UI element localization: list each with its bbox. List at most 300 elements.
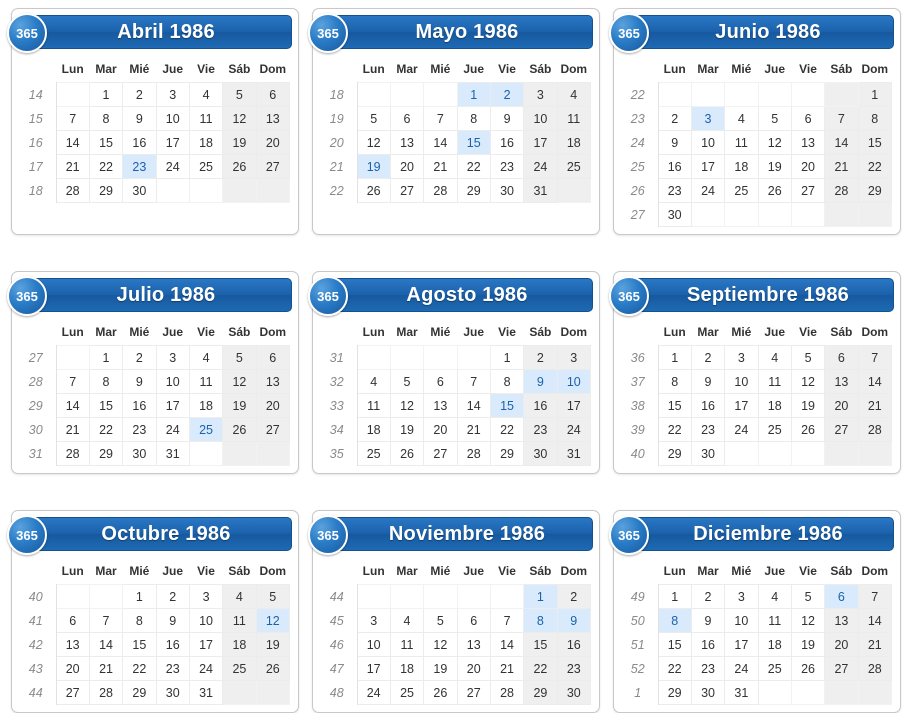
day-cell[interactable]: 25	[758, 657, 791, 681]
day-cell[interactable]: 31	[156, 442, 189, 466]
day-cell[interactable]: 22	[858, 155, 891, 179]
day-cell[interactable]: 27	[390, 179, 423, 203]
day-cell[interactable]: 4	[758, 346, 791, 370]
week-row	[16, 657, 290, 681]
day-cell[interactable]: 1	[858, 83, 891, 107]
day-cell[interactable]: 7	[825, 107, 858, 131]
day-cell[interactable]: 21	[56, 155, 89, 179]
day-cell[interactable]: 4	[390, 609, 423, 633]
day-cell[interactable]: 1	[658, 346, 691, 370]
day-cell[interactable]: 5	[791, 585, 824, 609]
day-cell[interactable]: 9	[658, 131, 691, 155]
day-cell[interactable]: 29	[524, 681, 557, 705]
day-cell[interactable]: 2	[524, 346, 557, 370]
day-cell[interactable]: 24	[557, 418, 590, 442]
day-cell[interactable]: 3	[725, 346, 758, 370]
day-cell[interactable]: 28	[56, 442, 89, 466]
day-cell[interactable]: 21	[490, 657, 523, 681]
day-cell[interactable]: 8	[658, 370, 691, 394]
day-cell[interactable]: 17	[524, 131, 557, 155]
day-cell[interactable]: 3	[189, 585, 222, 609]
day-cell[interactable]: 28	[858, 657, 891, 681]
day-cell[interactable]: 26	[223, 155, 256, 179]
day-cell[interactable]: 26	[791, 418, 824, 442]
day-cell[interactable]: 4	[357, 370, 390, 394]
day-cell[interactable]: 17	[725, 394, 758, 418]
day-cell[interactable]: 10	[189, 609, 222, 633]
day-cell[interactable]: 16	[557, 633, 590, 657]
day-cell[interactable]: 10	[725, 370, 758, 394]
day-cell[interactable]: 1	[490, 346, 523, 370]
day-cell[interactable]: 24	[156, 418, 189, 442]
week-row	[618, 179, 892, 203]
day-cell[interactable]: 27	[825, 418, 858, 442]
day-cell[interactable]: 8	[490, 370, 523, 394]
day-cell[interactable]: 28	[56, 179, 89, 203]
day-cell[interactable]: 6	[390, 107, 423, 131]
day-cell[interactable]: 29	[858, 179, 891, 203]
day-cell[interactable]: 17	[156, 394, 189, 418]
day-cell[interactable]: 21	[89, 657, 122, 681]
day-cell[interactable]: 21	[424, 155, 457, 179]
day-cell[interactable]: 19	[256, 633, 289, 657]
day-cell[interactable]: 13	[825, 370, 858, 394]
day-cell[interactable]: 23	[123, 418, 156, 442]
day-cell[interactable]: 29	[89, 179, 122, 203]
day-cell[interactable]: 31	[189, 681, 222, 705]
day-cell[interactable]: 20	[256, 131, 289, 155]
day-cell[interactable]: 5	[390, 370, 423, 394]
day-cell[interactable]: 11	[758, 609, 791, 633]
day-cell[interactable]: 1	[658, 585, 691, 609]
day-cell[interactable]: 4	[557, 83, 590, 107]
day-cell[interactable]: 30	[524, 442, 557, 466]
day-cell[interactable]: 26	[390, 442, 423, 466]
day-cell[interactable]: 3	[156, 83, 189, 107]
day-cell[interactable]: 11	[557, 107, 590, 131]
day-cell[interactable]: 8	[89, 370, 122, 394]
day-cell[interactable]: 19	[390, 418, 423, 442]
day-cell[interactable]: 13	[256, 370, 289, 394]
week-number: 22	[317, 179, 357, 203]
day-cell[interactable]: 19	[758, 155, 791, 179]
day-cell[interactable]: 18	[557, 131, 590, 155]
day-cell[interactable]: 17	[691, 155, 724, 179]
day-cell[interactable]: 16	[691, 394, 724, 418]
day-cell[interactable]: 25	[557, 155, 590, 179]
day-cell[interactable]: 9	[691, 609, 724, 633]
day-cell[interactable]: 5	[223, 83, 256, 107]
day-cell[interactable]: 18	[189, 131, 222, 155]
day-cell[interactable]: 18	[758, 633, 791, 657]
day-cell[interactable]: 31	[557, 442, 590, 466]
day-cell[interactable]: 19	[791, 633, 824, 657]
day-cell[interactable]: 24	[691, 179, 724, 203]
day-cell[interactable]: 9	[123, 370, 156, 394]
day-cell[interactable]: 24	[357, 681, 390, 705]
day-cell[interactable]: 7	[56, 370, 89, 394]
day-cell[interactable]: 2	[557, 585, 590, 609]
day-cell[interactable]: 7	[89, 609, 122, 633]
day-cell[interactable]: 8	[89, 107, 122, 131]
day-cell[interactable]: 5	[256, 585, 289, 609]
week-row	[16, 155, 290, 179]
day-cell[interactable]: 7	[457, 370, 490, 394]
day-cell[interactable]: 23	[524, 418, 557, 442]
day-cell[interactable]: 16	[156, 633, 189, 657]
day-cell[interactable]: 13	[457, 633, 490, 657]
day-cell[interactable]: 1	[89, 83, 122, 107]
day-cell[interactable]: 17	[156, 131, 189, 155]
day-cell[interactable]: 11	[223, 609, 256, 633]
day-cell[interactable]: 22	[658, 418, 691, 442]
day-cell[interactable]: 9	[490, 107, 523, 131]
day-cell[interactable]: 15	[524, 633, 557, 657]
month-table	[618, 57, 892, 227]
day-cell[interactable]: 20	[825, 633, 858, 657]
day-cell[interactable]: 28	[490, 681, 523, 705]
day-cell-empty	[725, 203, 758, 227]
day-cell[interactable]: 18	[189, 394, 222, 418]
day-cell[interactable]: 9	[156, 609, 189, 633]
day-cell[interactable]: 25	[758, 418, 791, 442]
day-cell[interactable]: 14	[56, 394, 89, 418]
day-cell[interactable]: 24	[725, 418, 758, 442]
day-cell[interactable]: 27	[457, 681, 490, 705]
week-row	[16, 418, 290, 442]
day-cell[interactable]: 23	[691, 657, 724, 681]
day-cell[interactable]: 15	[457, 131, 490, 155]
day-cell[interactable]: 5	[223, 346, 256, 370]
day-cell[interactable]: 15	[89, 131, 122, 155]
day-cell[interactable]: 27	[256, 155, 289, 179]
day-cell-empty	[457, 346, 490, 370]
day-cell[interactable]: 10	[691, 131, 724, 155]
day-cell[interactable]: 8	[524, 609, 557, 633]
day-cell[interactable]: 8	[658, 609, 691, 633]
day-cell[interactable]: 15	[89, 394, 122, 418]
day-cell[interactable]: 27	[256, 418, 289, 442]
day-cell[interactable]: 7	[858, 346, 891, 370]
day-cell[interactable]: 30	[490, 179, 523, 203]
day-cell[interactable]: 22	[123, 657, 156, 681]
day-cell[interactable]: 15	[658, 633, 691, 657]
day-cell[interactable]: 16	[691, 633, 724, 657]
day-cell[interactable]: 24	[725, 657, 758, 681]
day-cell[interactable]: 13	[390, 131, 423, 155]
day-cell[interactable]: 3	[557, 346, 590, 370]
day-cell[interactable]: 6	[56, 609, 89, 633]
day-cell[interactable]: 30	[691, 442, 724, 466]
day-cell[interactable]: 25	[390, 681, 423, 705]
day-cell[interactable]: 16	[490, 131, 523, 155]
day-cell[interactable]: 3	[691, 107, 724, 131]
day-cell[interactable]: 29	[490, 442, 523, 466]
day-cell[interactable]: 11	[357, 394, 390, 418]
day-cell[interactable]: 31	[524, 179, 557, 203]
day-cell[interactable]: 13	[256, 107, 289, 131]
day-cell[interactable]: 22	[490, 418, 523, 442]
day-cell[interactable]: 1	[89, 346, 122, 370]
day-cell[interactable]: 26	[223, 418, 256, 442]
day-cell[interactable]: 19	[791, 394, 824, 418]
day-cell[interactable]: 15	[658, 394, 691, 418]
weekday-header-row	[618, 57, 892, 83]
day-cell[interactable]: 12	[256, 609, 289, 633]
day-cell[interactable]: 4	[725, 107, 758, 131]
day-cell[interactable]: 4	[189, 83, 222, 107]
day-cell[interactable]: 20	[825, 394, 858, 418]
day-cell[interactable]: 14	[858, 609, 891, 633]
day-cell[interactable]: 11	[189, 370, 222, 394]
day-cell[interactable]: 13	[56, 633, 89, 657]
day-cell[interactable]: 30	[691, 681, 724, 705]
day-cell[interactable]: 15	[858, 131, 891, 155]
day-cell[interactable]: 29	[457, 179, 490, 203]
day-cell[interactable]: 5	[791, 346, 824, 370]
day-cell[interactable]: 23	[557, 657, 590, 681]
day-cell[interactable]: 20	[424, 418, 457, 442]
weekday-header: Vie	[197, 61, 215, 76]
day-cell-empty	[189, 442, 222, 466]
day-cell[interactable]: 6	[256, 83, 289, 107]
day-cell[interactable]: 21	[825, 155, 858, 179]
day-cell[interactable]: 20	[390, 155, 423, 179]
day-cell[interactable]: 16	[123, 394, 156, 418]
day-cell[interactable]: 18	[357, 418, 390, 442]
day-cell[interactable]: 26	[357, 179, 390, 203]
day-cell[interactable]: 18	[390, 657, 423, 681]
day-cell[interactable]: 7	[858, 585, 891, 609]
day-cell[interactable]: 24	[524, 155, 557, 179]
day-cell[interactable]: 20	[256, 394, 289, 418]
day-cell[interactable]: 23	[490, 155, 523, 179]
day-cell[interactable]: 23	[156, 657, 189, 681]
day-cell[interactable]: 27	[791, 179, 824, 203]
day-cell[interactable]: 6	[424, 370, 457, 394]
day-cell[interactable]: 29	[89, 442, 122, 466]
day-cell[interactable]: 22	[89, 418, 122, 442]
day-cell[interactable]: 4	[189, 346, 222, 370]
day-cell[interactable]: 5	[424, 609, 457, 633]
day-cell[interactable]: 14	[858, 370, 891, 394]
day-cell[interactable]: 2	[691, 585, 724, 609]
day-cell[interactable]: 10	[557, 370, 590, 394]
day-cell[interactable]: 17	[557, 394, 590, 418]
day-cell[interactable]: 26	[256, 657, 289, 681]
week-number-corner	[16, 320, 56, 346]
day-cell[interactable]: 28	[89, 681, 122, 705]
day-cell[interactable]: 18	[758, 394, 791, 418]
month-table	[317, 559, 591, 705]
day-cell[interactable]: 5	[357, 107, 390, 131]
week-row	[618, 681, 892, 705]
day-cell[interactable]: 8	[123, 609, 156, 633]
day-cell[interactable]: 17	[725, 633, 758, 657]
day-cell[interactable]: 31	[725, 681, 758, 705]
day-cell[interactable]: 6	[791, 107, 824, 131]
day-cell[interactable]: 12	[223, 370, 256, 394]
day-cell[interactable]: 13	[825, 609, 858, 633]
day-cell[interactable]: 28	[457, 442, 490, 466]
day-cell[interactable]: 25	[189, 155, 222, 179]
week-number: 21	[317, 155, 357, 179]
day-cell[interactable]: 19	[357, 155, 390, 179]
day-cell[interactable]: 2	[156, 585, 189, 609]
day-cell[interactable]: 10	[156, 107, 189, 131]
day-cell-empty	[156, 179, 189, 203]
day-cell-empty	[858, 681, 891, 705]
day-cell[interactable]: 15	[490, 394, 523, 418]
day-cell[interactable]: 3	[524, 83, 557, 107]
day-cell[interactable]: 20	[791, 155, 824, 179]
day-cell[interactable]: 4	[223, 585, 256, 609]
day-cell[interactable]: 10	[156, 370, 189, 394]
day-cell[interactable]: 2	[123, 346, 156, 370]
day-cell[interactable]: 23	[658, 179, 691, 203]
day-cell[interactable]: 6	[825, 346, 858, 370]
day-cell[interactable]: 20	[457, 657, 490, 681]
day-cell[interactable]: 27	[424, 442, 457, 466]
day-cell[interactable]: 8	[858, 107, 891, 131]
day-cell[interactable]: 3	[725, 585, 758, 609]
day-cell[interactable]: 12	[357, 131, 390, 155]
day-cell[interactable]: 12	[791, 370, 824, 394]
day-cell[interactable]: 21	[858, 633, 891, 657]
day-cell[interactable]: 25	[725, 179, 758, 203]
weekday-header: Mar	[95, 324, 117, 339]
day-cell[interactable]: 18	[725, 155, 758, 179]
day-cell[interactable]: 18	[223, 633, 256, 657]
day-cell[interactable]: 11	[758, 370, 791, 394]
day-cell[interactable]: 19	[424, 657, 457, 681]
day-cell[interactable]: 14	[89, 633, 122, 657]
day-cell[interactable]: 6	[256, 346, 289, 370]
day-cell[interactable]: 2	[123, 83, 156, 107]
day-cell[interactable]: 3	[357, 609, 390, 633]
day-cell[interactable]: 6	[457, 609, 490, 633]
day-cell[interactable]: 15	[123, 633, 156, 657]
day-cell[interactable]: 19	[223, 394, 256, 418]
day-cell[interactable]: 24	[189, 657, 222, 681]
day-cell[interactable]: 22	[89, 155, 122, 179]
day-cell[interactable]: 29	[658, 442, 691, 466]
day-cell[interactable]: 25	[357, 442, 390, 466]
day-cell[interactable]: 4	[758, 585, 791, 609]
day-cell[interactable]: 11	[390, 633, 423, 657]
day-cell[interactable]: 26	[424, 681, 457, 705]
day-cell[interactable]: 17	[189, 633, 222, 657]
day-cell[interactable]: 10	[725, 609, 758, 633]
day-cell[interactable]: 14	[457, 394, 490, 418]
day-cell[interactable]: 14	[825, 131, 858, 155]
day-cell[interactable]: 28	[825, 179, 858, 203]
day-cell[interactable]: 11	[725, 131, 758, 155]
day-cell[interactable]: 22	[658, 657, 691, 681]
day-cell[interactable]: 10	[357, 633, 390, 657]
day-cell[interactable]: 30	[658, 203, 691, 227]
day-cell[interactable]: 2	[691, 346, 724, 370]
week-number: 37	[618, 370, 658, 394]
day-cell[interactable]: 22	[524, 657, 557, 681]
day-cell[interactable]: 27	[56, 681, 89, 705]
day-cell[interactable]: 12	[223, 107, 256, 131]
day-cell[interactable]: 14	[424, 131, 457, 155]
day-cell[interactable]: 22	[457, 155, 490, 179]
day-cell[interactable]: 9	[691, 370, 724, 394]
day-cell[interactable]: 12	[424, 633, 457, 657]
day-cell[interactable]: 21	[457, 418, 490, 442]
day-cell[interactable]: 25	[189, 418, 222, 442]
day-cell[interactable]: 26	[791, 657, 824, 681]
day-cell[interactable]: 9	[557, 609, 590, 633]
day-cell[interactable]: 29	[658, 681, 691, 705]
day-cell[interactable]: 16	[123, 131, 156, 155]
weekday-header: Mié	[129, 324, 150, 339]
day-cell[interactable]: 23	[123, 155, 156, 179]
day-cell[interactable]: 11	[189, 107, 222, 131]
day-cell[interactable]: 19	[223, 131, 256, 155]
day-cell[interactable]: 3	[156, 346, 189, 370]
day-cell[interactable]: 23	[691, 418, 724, 442]
day-cell[interactable]: 24	[156, 155, 189, 179]
day-cell[interactable]: 28	[424, 179, 457, 203]
day-cell[interactable]: 30	[123, 442, 156, 466]
day-cell[interactable]: 28	[858, 418, 891, 442]
day-cell[interactable]: 30	[123, 179, 156, 203]
day-cell[interactable]: 1	[123, 585, 156, 609]
day-cell[interactable]: 7	[490, 609, 523, 633]
day-cell[interactable]: 7	[56, 107, 89, 131]
weekday-header: Dom	[560, 324, 588, 339]
day-cell[interactable]: 2	[658, 107, 691, 131]
day-cell[interactable]: 13	[791, 131, 824, 155]
day-cell[interactable]: 8	[457, 107, 490, 131]
day-cell[interactable]: 16	[524, 394, 557, 418]
day-cell[interactable]: 1	[457, 83, 490, 107]
day-cell[interactable]: 7	[424, 107, 457, 131]
month-title: Julio 1986	[116, 283, 216, 306]
day-cell[interactable]: 5	[758, 107, 791, 131]
day-cell[interactable]: 17	[357, 657, 390, 681]
day-cell[interactable]: 9	[524, 370, 557, 394]
day-cell[interactable]: 12	[791, 609, 824, 633]
day-cell[interactable]: 25	[223, 657, 256, 681]
day-cell[interactable]: 14	[56, 131, 89, 155]
day-cell[interactable]: 20	[56, 657, 89, 681]
day-cell[interactable]: 27	[825, 657, 858, 681]
day-cell[interactable]: 21	[56, 418, 89, 442]
day-cell[interactable]: 12	[390, 394, 423, 418]
day-cell[interactable]: 26	[758, 179, 791, 203]
day-cell[interactable]: 14	[490, 633, 523, 657]
day-cell[interactable]: 13	[424, 394, 457, 418]
day-cell[interactable]: 30	[557, 681, 590, 705]
day-cell[interactable]: 21	[858, 394, 891, 418]
day-cell[interactable]: 2	[490, 83, 523, 107]
week-number: 29	[16, 394, 56, 418]
week-number: 26	[618, 179, 658, 203]
day-cell[interactable]: 9	[123, 107, 156, 131]
month-header	[18, 15, 292, 49]
day-cell[interactable]: 16	[658, 155, 691, 179]
day-cell[interactable]: 12	[758, 131, 791, 155]
day-cell[interactable]: 10	[524, 107, 557, 131]
day-cell[interactable]: 1	[524, 585, 557, 609]
day-cell[interactable]: 29	[123, 681, 156, 705]
day-cell[interactable]: 6	[825, 585, 858, 609]
day-cell[interactable]: 30	[156, 681, 189, 705]
